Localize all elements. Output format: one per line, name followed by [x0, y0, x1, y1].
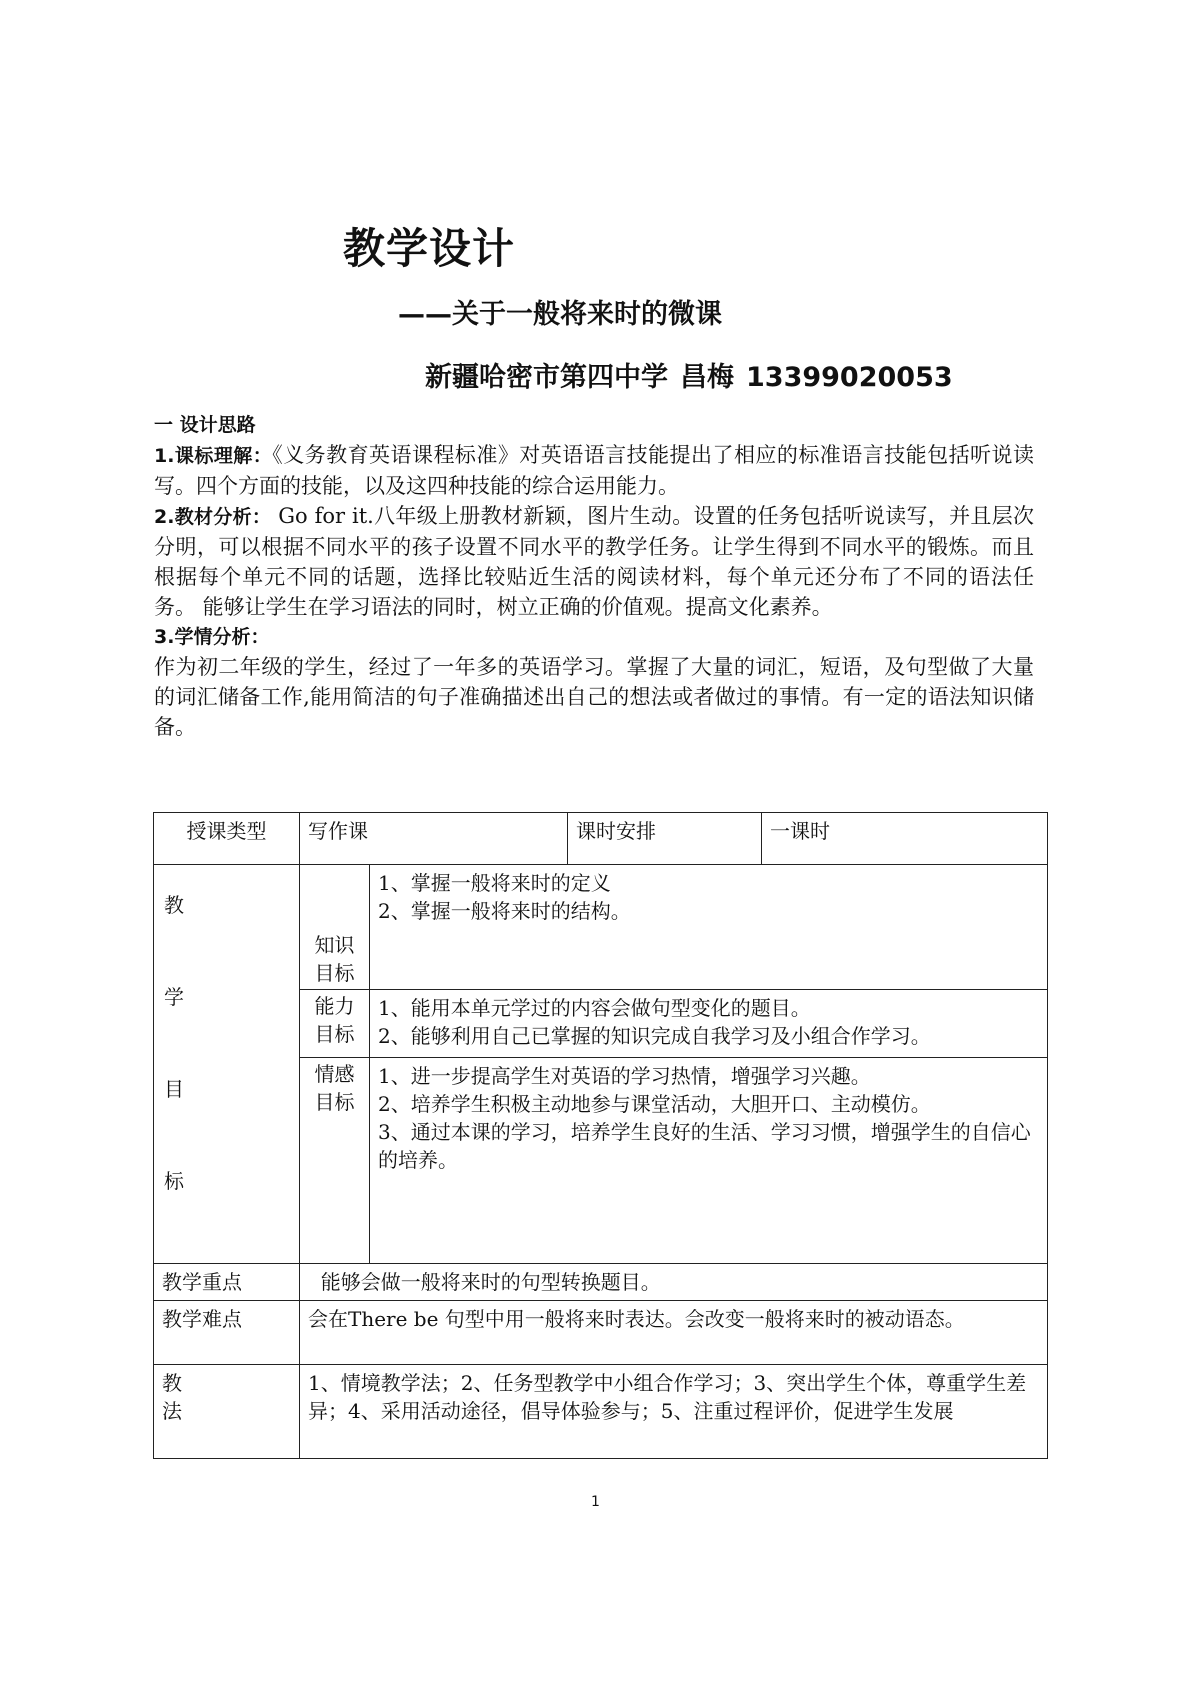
lesson-plan-table	[153, 812, 1048, 1459]
paragraph-text: 《义务教育英语课程标准》对英语语言技能提出了相应的标准语言技能包括听说读写。四个方面的技能，以及这四种技能的综合运用能力。	[154, 443, 1034, 498]
table-cell-value: 能够会做一般将来时的句型转换题目。	[300, 1264, 1048, 1301]
paragraph-curriculum	[154, 440, 1034, 501]
page-number: 1	[591, 1494, 600, 1510]
goal-line: 1、进一步提高学生对英语的学习热情，增强学习兴趣。	[378, 1063, 871, 1088]
page-subtitle: ——关于一般将来时的微课	[398, 299, 722, 330]
goals-label-char: 标	[164, 1169, 184, 1193]
goal-type-line: 目标	[314, 961, 355, 985]
goals-label	[154, 865, 300, 1264]
goal-line: 3、通过本课的学习，培养学生良好的生活、学习习惯，增强学生的自信心的培养。	[378, 1119, 1031, 1172]
goal-line: 2、培养学生积极主动地参与课堂活动，大胆开口、主动模仿。	[378, 1091, 931, 1116]
goal-line: 2、能够利用自己已掌握的知识完成自我学习及小组合作学习。	[378, 1024, 931, 1048]
goal-type	[300, 1057, 370, 1263]
section-heading: 一 设计思路	[154, 414, 256, 436]
table-cell-label: 教学难点	[154, 1301, 300, 1365]
goal-line: 2、掌握一般将来时的结构。	[378, 899, 631, 923]
paragraph-text: Go for it.八年级上册教材新颖，图片生动。设置的任务包括听说读写，并且层次分明，可以根据不同水平的孩子设置不同水平的教学任务。让学生得到不同水平的锻炼。而且根据每个单元不同的话题，选择比较贴近生活的阅读材料，每个单元还分布了不同的语法任务。 能够让学生在学习语法的同时，树立正确的价值观。提高文化素养。	[154, 504, 1034, 619]
goal-type	[300, 990, 370, 1058]
goals-label-char: 学	[164, 985, 184, 1009]
author-phone: 13399020053	[746, 362, 953, 393]
table-row	[154, 865, 1048, 990]
table-row	[154, 1264, 1048, 1301]
author-line	[425, 362, 953, 394]
author-name: 昌梅	[680, 362, 734, 393]
paragraph-label: 1.课标理解：	[154, 445, 273, 467]
goals-label-char: 教	[164, 893, 184, 917]
goal-content	[370, 990, 1048, 1058]
goal-type-line: 情感	[314, 1061, 355, 1086]
table-cell-label: 授课类型	[154, 813, 300, 865]
goal-type-line: 能力	[314, 994, 355, 1018]
table-row	[154, 813, 1048, 865]
paragraph-textbook	[154, 501, 1034, 622]
table-cell-value: 会在There be 句型中用一般将来时表达。会改变一般将来时的被动语态。	[300, 1301, 1048, 1365]
goal-type-line: 目标	[314, 1022, 355, 1046]
goal-line: 1、掌握一般将来时的定义	[378, 871, 611, 895]
goal-content	[370, 1057, 1048, 1263]
method-label-char: 法	[162, 1399, 182, 1423]
goal-content	[370, 865, 1048, 990]
table-row	[154, 1365, 1048, 1459]
page-title: 教学设计	[343, 224, 516, 273]
goal-line: 1、能用本单元学过的内容会做句型变化的题目。	[378, 996, 811, 1020]
table-cell-value: 1、情境教学法；2、任务型教学中小组合作学习；3、突出学生个体，尊重学生差异；4、采用活动途径，倡导体验参与；5、注重过程评价，促进学生发展	[300, 1365, 1048, 1459]
table-cell-value: 一课时	[762, 813, 1048, 865]
goals-label-char: 目	[164, 1077, 184, 1101]
table-cell-label: 课时安排	[568, 813, 762, 865]
table-row	[154, 1301, 1048, 1365]
goal-type	[300, 865, 370, 990]
table-cell-value: 写作课	[300, 813, 568, 865]
goal-type-line: 目标	[314, 1089, 355, 1114]
table-cell-label	[154, 1365, 300, 1459]
goal-type-line: 知识	[314, 933, 355, 957]
paragraph-label: 3.学情分析：	[154, 626, 270, 648]
method-label-char: 教	[162, 1371, 182, 1395]
table-cell-label: 教学重点	[154, 1264, 300, 1301]
paragraph-label: 2.教材分析：	[154, 506, 272, 528]
author-school: 新疆哈密市第四中学	[425, 362, 668, 393]
design-section	[154, 410, 1034, 742]
paragraph-text: 作为初二年级的学生，经过了一年多的英语学习。掌握了大量的词汇，短语，及句型做了大量的词汇储备工作,能用简洁的句子准确描述出自己的想法或者做过的事情。有一定的语法知识储备。	[154, 655, 1034, 739]
